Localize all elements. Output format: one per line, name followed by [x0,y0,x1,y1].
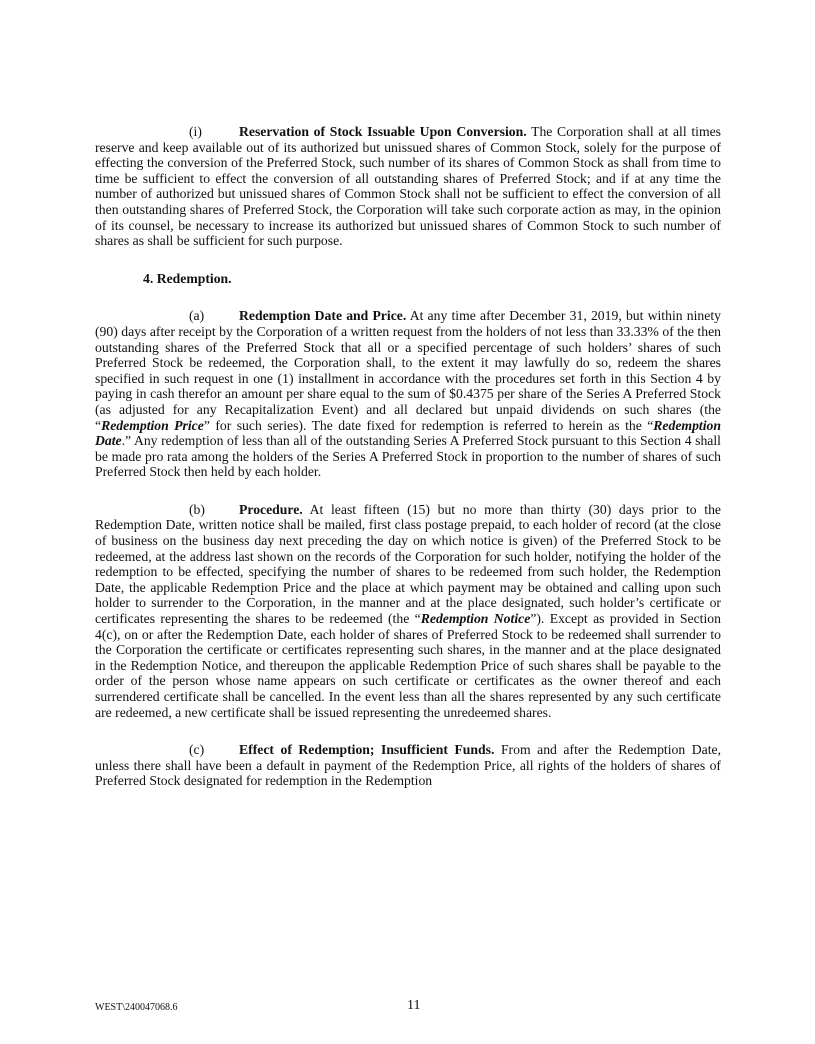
paragraph-text: From and after the Redemption Date, unless there shall have been a default in payment of the Redemption Price, all rights of the holders of shares of Preferred Stock designated for redemption in the Redemption [95,742,721,789]
paragraph-text: At any time after December 31, 2019, but within ninety (90) days after receipt by the Corporation of a written request from the holders of not less than 33.33% of the then outstanding shares of the Preferred Stock that all or a specified percentage of such holders’ shares of such Preferred Stock be redeemed, the Corporation shall, to the extent it may lawfully do so, redeem the shares specified in such request in one (1) installment in accordance with the procedures set forth in this Section 4 by paying in cash therefor an amount per share equal to the sum of $0.4375 per share of the Series A Preferred Stock (as adjusted for any Recapitalization Event) and all declared but unpaid dividends on such shares (the “ [95,308,721,433]
paragraph-heading: Reservation of Stock Issuable Upon Conversion. [239,124,527,139]
paragraph-heading: Redemption Date and Price. [239,308,407,324]
section-heading [95,271,721,287]
paragraph-number: (b) [189,501,205,517]
paragraph-text: ” for such series). The date fixed for redemption is referred to herein as the “ [203,417,654,433]
paragraph-number: (a) [189,308,205,324]
paragraph-text: The Corporation shall at all times reserve and keep available out of its authorized but unissued shares of Common Stock, solely for the purpose of effecting the conversion of the Preferred Stock, such number of its shares of Common Stock as shall from time to time be sufficient to effect the conversion of all outstanding shares of Preferred Stock; and if at any time the number of authorized but unissued shares of Common Stock shall not be sufficient to effect the conversion of all then outstanding shares of Preferred Stock, the Corporation will take such corporate action as may, in the opinion of its counsel, be necessary to increase its authorized but unissued shares of Common Stock to such number of shares as shall be sufficient for such purpose. [95,124,721,249]
paragraph-effect-of-redemption [95,742,721,789]
paragraph-text: .” Any redemption of less than all of the outstanding Series A Preferred Stock pursuant to this Section 4 shall be made pro rata among the holders of the Series A Preferred Stock in proportion to the number of shares of such Preferred Stock then held by each holder. [95,433,721,480]
paragraph-text: ”). Except as provided in Section 4(c), on or after the Redemption Date, each holder of shares of Preferred Stock to be redeemed shall surrender to the Corporation the certificate or certificates representing such shares, in the manner and at the place designated in the Redemption Notice, and thereupon the applicable Redemption Price of such shares shall be payable to the order of the person whose name appears on such certificate or certificates as the owner thereof and each surrendered certificate shall be cancelled. In the event less than all the shares represented by any such certificate are redeemed, a new certificate shall be issued representing the unredeemed shares. [95,611,721,720]
paragraph-procedure [95,502,721,720]
paragraph-reservation-of-stock [95,124,721,249]
document-id: WEST\240047068.6 [95,1002,178,1013]
paragraph-number: (c) [189,742,205,758]
defined-term: Redemption Price [101,417,204,433]
paragraph-redemption-date-and-price [95,308,721,480]
defined-term: Redemption Notice [420,611,531,627]
paragraph-heading: Procedure. [239,501,303,517]
paragraph-number: (i) [189,124,202,139]
document-page [95,124,721,811]
page-number: 11 [407,998,421,1013]
paragraph-heading: Effect of Redemption; Insufficient Funds. [239,742,495,758]
section-4-heading: 4. Redemption. [143,270,232,286]
paragraph-text: At least fifteen (15) but no more than thirty (30) days prior to the Redemption Date, written notice shall be mailed, first class postage prepaid, to each holder of record (at the close of business on the business day next preceding the day on which notice is given) of the Preferred Stock to be redeemed, at the address last shown on the records of the Corporation for such holder, notifying the holder of the redemption to be effected, specifying the number of shares to be redeemed from such holder, the Redemption Date, the applicable Redemption Price and the place at which payment may be obtained and calling upon such holder to surrender to the Corporation, in the manner and at the place designated, such holder’s certificate or certificates representing the shares to be redeemed (the “ [95,501,721,627]
defined-term: Redemption Date [95,417,721,449]
